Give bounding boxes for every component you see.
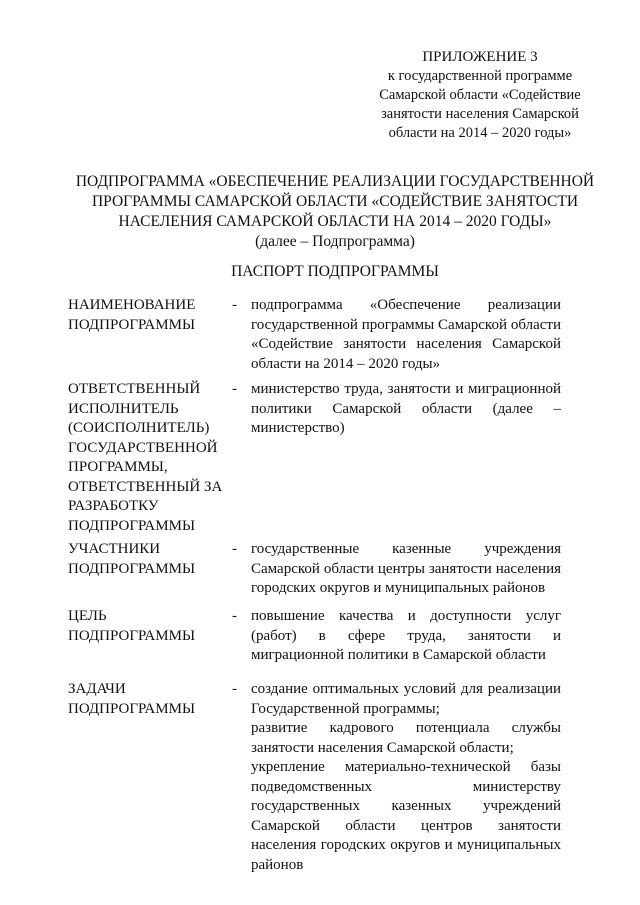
row-label — [68, 607, 233, 646]
row-value-text: министерство труда, занятости и миграционной политики Самарской области (далее – министерство) — [251, 381, 561, 436]
row-label-line: НАИМЕНОВАНИЕ — [68, 297, 196, 313]
row-label-line: (СОИСПОЛНИТЕЛЬ) — [68, 420, 210, 436]
row-label-line: ПОДПРОГРАММЫ — [68, 560, 196, 577]
row-dash: - — [232, 381, 237, 397]
row-label-line: ПОДПРОГРАММЫ — [68, 700, 196, 717]
row-label — [68, 540, 233, 579]
row-label-line: ОТВЕТСТВЕННЫЙ ЗА — [68, 478, 223, 495]
row-value-text: развитие кадрового потенциала службы занятости населения Самарской области; — [251, 720, 561, 756]
row-value-text: создание оптимальных условий для реализации Государственной программы; — [251, 681, 561, 717]
passport-title: ПАСПОРТ ПОДПРОГРАММЫ — [231, 263, 439, 280]
row-label-line: ЗАДАЧИ — [68, 681, 126, 697]
row-label-line: ПРОГРАММЫ, — [68, 459, 168, 475]
row-label-line: ИСПОЛНИТЕЛЬ — [68, 400, 179, 417]
row-label-line: УЧАСТНИКИ — [68, 541, 161, 557]
appendix-title: ПРИЛОЖЕНИЕ 3 — [422, 49, 538, 65]
subprogram-title — [40, 172, 630, 252]
subprogram-note: (далее – Подпрограмма) — [255, 233, 415, 250]
row-value-text: повышение качества и доступности услуг (работ) в сфере труда, занятости и миграционной политики в Самарской области — [251, 608, 561, 663]
row-dash: - — [232, 608, 237, 624]
row-value — [251, 380, 561, 439]
row-label-line: ПОДПРОГРАММЫ — [68, 517, 196, 534]
row-dash: - — [232, 297, 237, 313]
appendix-line: области на 2014 – 2020 годы» — [388, 125, 572, 141]
row-dash: - — [232, 541, 237, 557]
appendix-line: к государственной программе — [387, 68, 573, 84]
row-label — [68, 380, 233, 536]
row-value-text: укрепление материально-технической базы подведомственных министерству государственных казенных учреждений Самарской области центров занятости населения городских округов и муниципальных районов — [251, 759, 561, 873]
row-value — [251, 296, 561, 374]
row-label-line: ЦЕЛЬ — [68, 608, 107, 624]
row-label — [68, 680, 233, 719]
row-label-line: ПОДПРОГРАММЫ — [68, 316, 196, 333]
subprogram-title-line: ПОДПРОГРАММА «ОБЕСПЕЧЕНИЕ РЕАЛИЗАЦИИ ГОСУДАРСТВЕННОЙ — [75, 173, 595, 190]
appendix-line: занятости населения Самарской — [381, 106, 579, 122]
subprogram-title-line: НАСЕЛЕНИЯ САМАРСКОЙ ОБЛАСТИ НА 2014 – 2020 ГОДЫ» — [118, 213, 552, 230]
appendix-line: Самарской области «Содействие — [379, 87, 581, 103]
row-value-text: государственные казенные учреждения Самарской области центры занятости населения городских округов и муниципальных районов — [251, 541, 561, 596]
row-label-line: РАЗРАБОТКУ — [68, 498, 159, 514]
row-label — [68, 296, 233, 335]
row-label-line: ПОДПРОГРАММЫ — [68, 627, 196, 644]
row-dash: - — [232, 681, 237, 697]
row-label-line: ГОСУДАРСТВЕННОЙ — [68, 439, 218, 456]
row-value — [251, 680, 561, 875]
row-label-line: ОТВЕТСТВЕННЫЙ — [68, 381, 201, 397]
row-value — [251, 607, 561, 666]
subprogram-title-line: ПРОГРАММЫ САМАРСКОЙ ОБЛАСТИ «СОДЕЙСТВИЕ ЗАНЯТОСТИ — [91, 193, 579, 210]
row-value-text: подпрограмма «Обеспечение реализации государственной программы Самарской области «Содействие занятости населения Самарской области на 2014 – 2020 годы» — [251, 297, 561, 372]
row-value — [251, 540, 561, 599]
appendix-header — [330, 48, 630, 143]
